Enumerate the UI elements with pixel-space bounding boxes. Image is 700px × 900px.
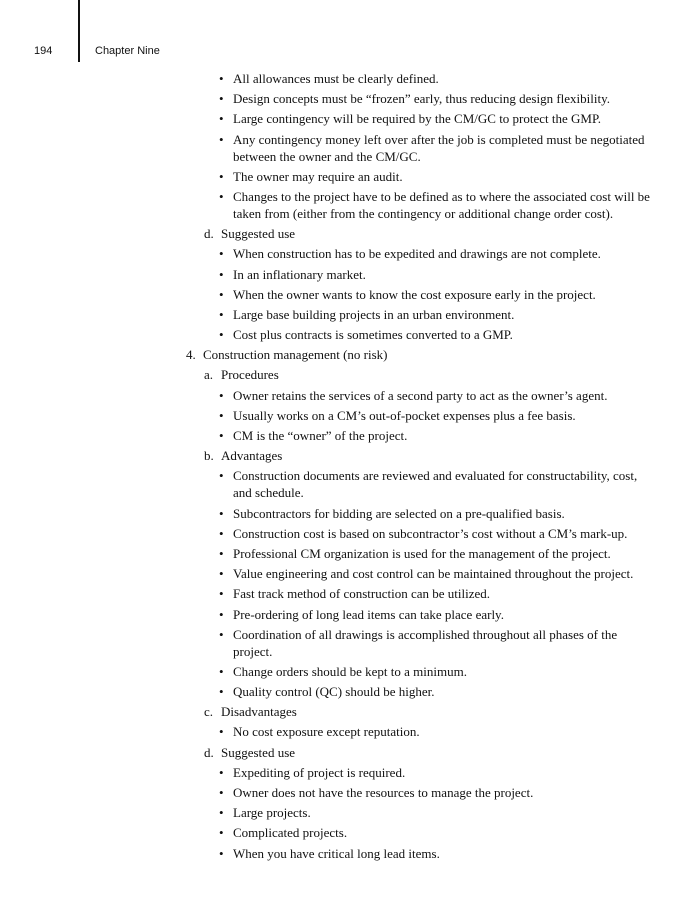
bullet-item: [0, 606, 700, 623]
item-text: Cost plus contracts is sometimes converted to a GMP.: [233, 327, 513, 343]
item-text: Coordination of all drawings is accomplished throughout all phases of the project.: [233, 626, 618, 659]
page-body: [0, 70, 700, 865]
subsection-heading: [0, 366, 700, 383]
bullet-icon: •: [219, 663, 224, 679]
item-text: Fast track method of construction can be utilized.: [233, 586, 491, 602]
list-marker: 4.: [186, 347, 196, 363]
item-text: Professional CM organization is used for the management of the project.: [233, 545, 611, 561]
bullet-icon: •: [219, 764, 224, 780]
bullet-item: [0, 110, 700, 127]
item-text: Design concepts must be “frozen” early, thus reducing design flexibility.: [233, 91, 611, 107]
item-text: CM is the “owner” of the project.: [233, 428, 408, 443]
subsection-heading: [0, 225, 700, 242]
item-text: Suggested use: [221, 226, 296, 242]
list-marker: a.: [204, 367, 214, 383]
bullet-item: [0, 764, 700, 781]
running-head-chapter: Chapter Nine: [95, 45, 160, 57]
item-text: In an inflationary market.: [233, 266, 366, 282]
item-text: Any contingency money left over after the job is completed must be negotiated between the owner and the CM/GC.: [233, 131, 645, 164]
bullet-icon: •: [219, 71, 224, 86]
item-text: Suggested use: [221, 744, 296, 760]
bullet-icon: •: [219, 545, 224, 561]
header-rule: [78, 0, 80, 62]
bullet-icon: •: [219, 825, 224, 841]
bullet-icon: •: [219, 505, 224, 521]
bullet-icon: •: [219, 131, 224, 147]
bullet-item: [0, 131, 700, 165]
list-marker: b.: [204, 448, 214, 464]
bullet-icon: •: [219, 111, 224, 127]
item-text: Construction documents are reviewed and evaluated for constructability, cost, and schedule.: [233, 468, 638, 501]
bullet-item: [0, 286, 700, 303]
bullet-item: [0, 784, 700, 801]
list-marker: d.: [204, 226, 214, 242]
item-text: Expediting of project is required.: [233, 764, 406, 780]
bullet-item: [0, 168, 700, 185]
bullet-item: [0, 663, 700, 680]
bullet-icon: •: [219, 606, 224, 622]
bullet-icon: •: [219, 785, 224, 800]
item-text: When construction has to be expedited and drawings are not complete.: [233, 246, 601, 262]
bullet-icon: •: [219, 684, 224, 700]
bullet-icon: •: [219, 188, 224, 204]
item-text: Usually works on a CM’s out-of-pocket expenses plus a fee basis.: [233, 407, 576, 423]
item-text: Large contingency will be required by the CM/GC to protect the GMP.: [233, 111, 602, 127]
bullet-item: [0, 467, 700, 501]
bullet-icon: •: [219, 407, 224, 423]
bullet-icon: •: [219, 428, 224, 443]
item-text: Large projects.: [233, 805, 311, 821]
bullet-icon: •: [219, 246, 224, 262]
item-text: Pre-ordering of long lead items can take place early.: [233, 606, 504, 622]
item-text: All allowances must be clearly defined.: [233, 71, 439, 86]
bullet-item: [0, 626, 700, 660]
bullet-icon: •: [219, 724, 224, 740]
bullet-item: [0, 266, 700, 283]
list-marker: c.: [204, 704, 214, 720]
page-number: 194: [34, 45, 53, 57]
bullet-item: [0, 824, 700, 841]
bullet-icon: •: [219, 327, 224, 343]
item-text: Construction management (no risk): [203, 347, 388, 363]
item-text: Advantages: [221, 448, 283, 464]
bullet-item: [0, 804, 700, 821]
bullet-icon: •: [219, 387, 224, 403]
bullet-icon: •: [219, 586, 224, 602]
item-text: Disadvantages: [221, 704, 297, 720]
item-text: When you have critical long lead items.: [233, 845, 440, 861]
bullet-item: [0, 70, 700, 87]
bullet-item: [0, 245, 700, 262]
bullet-item: [0, 90, 700, 107]
item-text: Complicated projects.: [233, 825, 348, 841]
item-text: Change orders should be kept to a minimum.: [233, 663, 467, 679]
bullet-icon: •: [219, 91, 224, 107]
bullet-icon: •: [219, 266, 224, 282]
bullet-item: [0, 565, 700, 582]
bullet-item: [0, 505, 700, 522]
bullet-item: [0, 306, 700, 323]
subsection-heading: [0, 447, 700, 464]
bullet-icon: •: [219, 468, 224, 484]
bullet-icon: •: [219, 306, 224, 322]
list-marker: d.: [204, 744, 214, 760]
bullet-item: [0, 407, 700, 424]
bullet-icon: •: [219, 626, 224, 642]
section-heading: [0, 346, 700, 363]
bullet-icon: •: [219, 286, 224, 302]
bullet-item: [0, 585, 700, 602]
bullet-icon: •: [219, 168, 224, 184]
bullet-icon: •: [219, 566, 224, 582]
bullet-item: [0, 387, 700, 404]
item-text: Large base building projects in an urban environment.: [233, 306, 515, 322]
item-text: Procedures: [221, 367, 279, 383]
item-text: No cost exposure except reputation.: [233, 724, 420, 740]
bullet-item: [0, 845, 700, 862]
item-text: Owner does not have the resources to manage the project.: [233, 785, 534, 800]
bullet-icon: •: [219, 805, 224, 821]
bullet-item: [0, 326, 700, 343]
item-text: Value engineering and cost control can be maintained throughout the project.: [233, 566, 634, 582]
bullet-item: [0, 427, 700, 444]
bullet-icon: •: [219, 525, 224, 541]
bullet-item: [0, 683, 700, 700]
item-text: When the owner wants to know the cost exposure early in the project.: [233, 286, 596, 302]
bullet-icon: •: [219, 845, 224, 861]
bullet-item: [0, 525, 700, 542]
item-text: The owner may require an audit.: [233, 168, 403, 184]
item-text: Subcontractors for bidding are selected on a pre-qualified basis.: [233, 505, 565, 521]
bullet-item: [0, 545, 700, 562]
item-text: Changes to the project have to be defined as to where the associated cost will be taken from (either from the contingency or additional change order cost).: [233, 188, 650, 221]
item-text: Construction cost is based on subcontractor’s cost without a CM’s mark-up.: [233, 525, 628, 541]
item-text: Owner retains the services of a second party to act as the owner’s agent.: [233, 387, 608, 403]
subsection-heading: [0, 703, 700, 720]
bullet-item: [0, 188, 700, 222]
subsection-heading: [0, 744, 700, 761]
bullet-item: [0, 723, 700, 740]
item-text: Quality control (QC) should be higher.: [233, 684, 435, 700]
